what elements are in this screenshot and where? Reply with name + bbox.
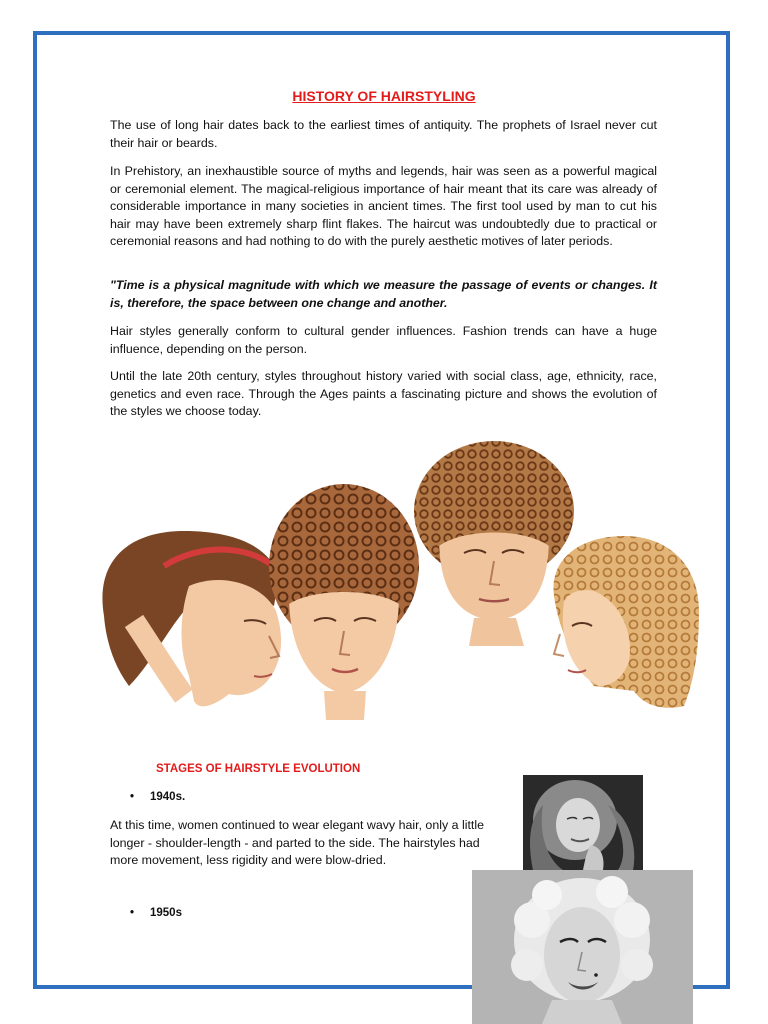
paragraph-gender: Hair styles generally conform to cultural gender influences. Fashion trends can have a huge influence, depending on the person.: [110, 324, 657, 356]
figure-3: [414, 441, 574, 646]
quote-paragraph: "Time is a physical magnitude with which we measure the passage of events or changes. It is, therefore, the space between one change and another.: [110, 278, 657, 310]
bullet-1940s: [130, 791, 185, 803]
decade-label: 1950s: [150, 907, 182, 919]
portrait-photo-1940s: [523, 775, 643, 870]
bullet-dot: •: [130, 907, 135, 919]
bullet-dot: •: [130, 791, 135, 803]
decade-label: 1940s.: [150, 791, 186, 803]
portrait-photo-1950s: [472, 870, 693, 1024]
figure-1: [102, 531, 281, 706]
hairstyles-illustration: [94, 436, 702, 720]
decade-1940s-text: At this time, women continued to wear elegant wavy hair, only a little longer - shoulder-length - and parted to the side. The hairstyles had more movement, less rigidity and were blow-dried.: [110, 818, 484, 868]
bullet-1950s: [130, 907, 182, 919]
figure-2: [269, 484, 419, 720]
figure-4: [554, 536, 699, 708]
paragraph-antiquity: The use of long hair dates back to the earliest times of antiquity. The prophets of Israel never cut their hair or beards.: [110, 118, 657, 150]
paragraph-prehistory: In Prehistory, an inexhaustible source of myths and legends, hair was seen as a powerful magical or ceremonial element. The magical-religious importance of hair meant that its care was already of considerable importance in many societies in ancient times. The first tool used by man to cut his hair may have been extremely sharp flint flakes. The haircut was undoubtedly due to practical or ceremonial reasons and had nothing to do with the purely aesthetic motives of later periods.: [110, 164, 657, 249]
stages-heading: STAGES OF HAIRSTYLE EVOLUTION: [156, 763, 361, 775]
page-title: HISTORY OF HAIRSTYLING: [292, 88, 476, 104]
paragraph-history: Until the late 20th century, styles throughout history varied with social class, age, ethnicity, race, genetics and even race. Through the Ages paints a fascinating picture and shows the evolution of the styles we choose today.: [110, 369, 657, 419]
